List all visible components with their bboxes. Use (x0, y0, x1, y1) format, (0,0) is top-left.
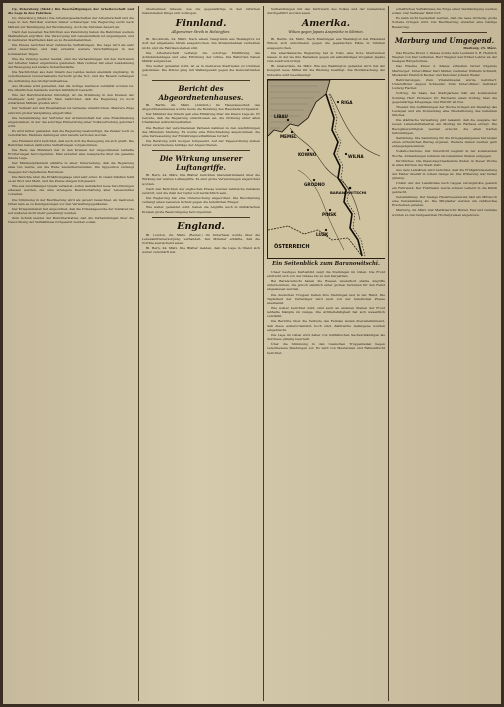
article-separator (402, 32, 487, 33)
paragraph: Die Stimmung in der Bevölkerung wird als gereizt bezeichnet. An mehreren Orten kam es zu Kundgebungen vor den Verwaltungsgebäuden. (8, 197, 134, 206)
headline-amerika: Amerika. (301, 18, 351, 30)
paragraph: Versammlung. Der hiesige Hausfrauenverein hält am Mittwoch eine Versammlung ab. Die Mitglieder werden um zahlreiches Erscheinen gebeten. (392, 194, 497, 208)
paragraph: Sammlung. Die Sammlung für die Kriegsgefangenen hat bisher einen erfreulichen Betrag ergeben. Weitere Gaben werden gern entgegengenommen. (392, 135, 497, 149)
paragraph: Es kann nicht bezweifelt werden, daß die neue Ordnung große Vorteile bringen wird. Die Bevölkerung erwartet eine baldige Besserung. (392, 16, 497, 29)
article-luftangriffe-body (142, 173, 260, 213)
paragraph: Das Eiserne Kreuz 2. Klasse erhielten ferner folgende Marburger: Unteroffizier Karl Müller, Gefreiter Wilhelm Schmidt, Musketier Heinrich Becker und Kanonier Johann Weber. (392, 64, 497, 77)
paragraph: Bl. Bern, 24. März. Die Blätter melden, daß die Lage in Irland sich weiter verschärft hat. (142, 246, 260, 255)
headline-england: England. (177, 220, 225, 232)
paragraph: Theater. Die Aufführungen der Woche bringen am Dienstag das Lustspiel und am Donnerstag eine Wiederholung des beliebten Stückes. (392, 104, 497, 118)
paragraph: Wie aus zuverlässiger Quelle verlautet, sollen demnächst neue Verordnungen erlassen werden, die eine strengere Bewirtschaftung aller Lebensmittel vorsehen. (8, 184, 134, 197)
paragraph: Die Versammlung der Vertreter der Arbeiterschaft hat eine Entschließung angenommen, in der die sofortige Einberufung einer Volksvertretung gefordert wird. (8, 115, 134, 129)
paragraph: Die Redner der verschiedenen Parteien nahmen zu den Ausführungen des Ministers Stellung. Es wurde eine Entschließung angenommen, die eine Verbesserung der Ernährungsverhältnisse fordert. (142, 125, 260, 138)
paragraph: Nach den Berichten der englischen Presse wurden zahlreiche Gebäude zerstört, und die Zahl der Opfer soll beträchtlich sein. (142, 186, 260, 195)
newspaper-page (3, 3, 501, 704)
paragraph: Der Verkehr auf den Eisenbahnen ist teilweise unterbrochen. Mehrere Züge sind mit großer Verspätung eingetroffen. (8, 106, 134, 115)
paragraph: Die deutschen Truppen halten ihre Stellungen fest in der Hand. Die Tapferkeit der Verteidiger wird auch von der feindlichen Presse anerkannt. (267, 292, 385, 305)
paragraph: Der Kriegsminister hat angeordnet, daß die Urlaubsgesuche der Soldaten bis auf weiteres nicht mehr genehmigt werden. (8, 206, 134, 216)
column-2 (142, 7, 260, 700)
headline-abgeordnetenhaus: Bericht des Abgeordnetenhauses. (158, 83, 244, 102)
article-amerika-body (267, 37, 385, 76)
paragraph: Zum Schluß meldet der Berichterstatter, daß die Verhandlungen über die Neuordnung der Verhältnisse fortgesetzt werden sollen. (8, 216, 134, 225)
column-rule (388, 6, 389, 701)
paragraph: Der Minister des Innern gab eine Erklärung über die innere Lage ab. Er betonte, daß die Regierung entschlossen sei, die Ordnung unter allen Umständen aufrechtzuerhalten. (142, 112, 260, 125)
paragraph: Die Rede des Ministers hat in den Kreisen der Abgeordneten lebhafte Erörterungen hervorgerufen. Man erwartet eine Aussprache über die gesamte innere Lage. (8, 147, 134, 161)
paragraph: Beförderungen. Zum Vizefeldwebel wurde befördert: Unteroffizier August Schneider. Zum Unteroffizier: Gefreiter Ludwig Fischer. (392, 77, 497, 91)
map-label-baranowitschi: BARANOWITSCHI (330, 189, 367, 195)
column-2-intro: übernehmen müssen, wie die gegenwärtige in den östlichen Gebietsteilen Dinge sich vollzogen. (142, 7, 260, 16)
article-abgeordnetenhaus-body (142, 103, 260, 148)
paragraph: Die Berichte über die Verluste des Feindes lauten übereinstimmend, daß diese außerordentlich hoch sind. Zahlreiche Gefangene wurden eingebracht. (267, 319, 385, 332)
paragraph: Wie die Zeitung weiter meldet, sind die Verhandlungen mit den Vertretern der Arbeiter bisher ergebnislos geblieben. Man rechnet mit einer Ausdehnung der Bewegung auf andere Industriestädte. (8, 56, 134, 70)
column-3 (267, 7, 385, 700)
article-separator (152, 217, 250, 218)
map-label-luzk: LUZK (316, 231, 329, 237)
paragraph: Das Eiserne Kreuz 1. Klasse wurde dem Leutnant d. R. Heinrich Wagner von hier verliehen. Herr Wagner war früher Lehrer an der hiesigen Bürgerschule. (392, 50, 497, 64)
paragraph: Nach den neuesten Nachrichten aus Petersburg haben die Behörden weitere Maßnahmen ergriffen. Die Versorgung mit Lebensmitteln ist ungenügend, und in mehreren Stadtteilen kam es zu Zusammenstößen. (8, 29, 134, 43)
map-label-libau: LIBAU (274, 113, 288, 119)
paragraph: Die Regierung hat eine Untersuchung angeordnet. Die Bevölkerung verlangt einen besseren Schutz gegen die feindlichen Flieger. (142, 196, 260, 205)
column-4-intro-body (392, 16, 497, 28)
front-map (267, 79, 385, 259)
map-label-riga: RIGA (341, 99, 353, 105)
paragraph: Die Presse berichtet über zahlreiche Verhaftungen. Die Lage wird als sehr ernst bezeichnet, und man erwartet weitere Verschärfungen in den kommenden Tagen. (8, 43, 134, 56)
article-marburg-body (392, 51, 497, 207)
column-rule (138, 6, 139, 701)
column-1 (8, 7, 134, 700)
headline-luftangriffe: Die Wirkung unserer Luftangriffe. (159, 154, 243, 173)
paragraph: Die Berichte über die Ernährungslage sind sehr ernst. In vielen Städten fehlt es an Brot und Mehl, und die Preise steigen fortgesetzt. (8, 174, 134, 183)
paragraph: Die Arbeiterschaft verlangt die sofortige Einführung des Achtstundentages und eine Erhöhung der Löhne. Die Behörden haben Militär aufgeboten. (142, 50, 260, 64)
paragraph: Über die Stimmung in den russischen Truppenteilen liegen verschiedene Meldungen vor. Es wird von Meutereien und Fahnenflucht berichtet. (267, 342, 385, 355)
map-caption: Ein Seitenblick zum Baranowitschi. (272, 260, 380, 267)
headline-finnland: Finnland. (175, 18, 227, 30)
column-4-footer: Marburg, 24. März. Der Marktbericht: Butter, Eier und Gemüse wurden zu den festgesetzten Höchstpreisen angeboten. (392, 208, 497, 217)
paragraph: Wie weiter berichtet wird, sind auch an anderen Stellen der Front lebhafte Kämpfe im Gange. Die Artillerietätigkeit hat sich wesentlich verstärkt. (267, 305, 385, 319)
paragraph: Cp. Petersburg (Meld.) Die Arbeitergesellschaften der Arbeiterschaft und die Lage in den Fabriken werden immer schwieriger. Die Regierung sucht nach Mitteln zur Beruhigung der Bevölkerung, doch die Unruhen dauern an. (8, 16, 134, 29)
paragraph: Vortrag. Im Saale des Stadtgartens hält am kommenden Sonntag Herr Professor Dr. Hermann einen Vortrag über die gegenwärtige Kriegslage. Der Eintritt ist frei. (392, 91, 497, 104)
paragraph: Bl. Bern, 24. März. Die Blätter berichten übereinstimmend über die Wirkung der letzten Luftangriffe. Es sind große Verwüstungen angerichtet worden. (142, 173, 260, 186)
map-label-oesterreich: ÖSTERREICH (274, 243, 310, 250)
map-label-pinsk: PINSK (322, 211, 337, 217)
column-3-intro: Verhandlungen mit den Vertretern des Volkes und der Gemeinden durchgeführt worden seien. (267, 7, 385, 16)
paragraph: Unfall. Auf der Landstraße nach Cappel verunglückte gestern ein Fuhrwerk. Der Fuhrmann wurde schwer verletzt in die Klinik gebracht. (392, 181, 497, 194)
map-label-grodno: GRODNO (304, 181, 325, 187)
paragraph: Wie der Berichterstatter hinzufügt, ist die Stimmung in den Kreisen der Intelligenz sehr gedrückt. Man befürchtet, daß die Regierung zu noch schärferen Mitteln greifen wird. (8, 92, 134, 106)
paragraph: Bl. Stockholm, 24. März. Nach einem Telegramm aus Helsingfors ist dort der allgemeine Streik ausgebrochen. Die Straßenbahnen verkehren nicht, und die Fabriken stehen still. (142, 37, 260, 50)
article-england-body (142, 233, 260, 255)
headline-marburg: Marburg und Umgegend. (394, 35, 495, 45)
paragraph: Die Lage im Osten wird daher von militärischen Sachverständigen als durchaus günstig beurteilt. (267, 332, 385, 342)
paragraph: Wie weiter gemeldet wird, ist es in mehreren Stadtteilen zu Unruhen gekommen. Die Polizei ging mit Waffengewalt gegen die Demonstranten vor. (142, 64, 260, 77)
paragraph: Die städtische Verwaltung gibt bekannt, daß die Ausgabe der neuen Lebensmittelkarten am Montag im Rathaus erfolgt. Die Bezugsberechtigten werden ersucht, die alten Karten mitzubringen. (392, 118, 497, 135)
paragraph: Die Beratung wird morgen fortgesetzt. Auf der Tagesordnung stehen ferner verschiedene Anträge der Abgeordneten. (142, 138, 260, 148)
column-rule (263, 6, 264, 701)
column-4-intro: schaftlichen Verhältnisse die Folge einer Verständigung werden sollen. Der Verfasser fährt fort: (392, 7, 497, 16)
paragraph: Aus Finnland wird berichtet, daß auch dort die Bewegung um sich greift. Die Behörden haben zahlreiche Verhaftungen vorgenommen. (8, 138, 134, 147)
paragraph: Wie weiter gemeldet wird, haben die Angriffe auch in militärischen Kreisen große Beunruhigung hervorgerufen. (142, 205, 260, 214)
column-1-body (8, 16, 134, 224)
map-label-memel: MEMEL (280, 133, 297, 139)
paragraph: Der Ministerpräsident erklärte in einer Unterredung, daß die Regierung alles tun werde, um die Ruhe wiederherzustellen. Die Opposition verlangt dagegen durchgreifende Reformen. (8, 161, 134, 174)
paragraph: Unser heutiges Kartenbild zeigt die Stellungen im Osten. Die Front erstreckt sich von der Ostsee bis zu den Karpathen. (267, 269, 385, 278)
article-finnland-body (142, 37, 260, 76)
marburg-dateline: Marburg, 25. März. (463, 45, 497, 50)
map-label-wilna: WILNA (348, 153, 364, 159)
paragraph: Bl. Berlin, 24. März. Nach Meldungen aus Washington hat Präsident Wilson sich entschieden gegen die japanischen Pläne in Sibirien ausgesprochen. (267, 37, 385, 50)
paragraph: Bl. Amsterdam, 24. März. Wie aus Washington gemeldet wird, hat der Kongreß neue Mittel für die Rüstung bewilligt. Die Mobilmachung der Industrie wird beschleunigt. (267, 64, 385, 77)
column-1-lead: Cp. Petersburg (Meld.) Die Beschäftigungen der Arbeiterschaft und die Lage in den Fabriken. (8, 7, 134, 16)
front-map-graphic (268, 80, 385, 258)
paragraph: Die Nachrichten aus dem Innern des Landes lauten ebenfalls ungünstig. In verschiedenen Gouvernements herrscht große Not, und die Bauern verlangen die Aufteilung des Großgrundbesitzes. (8, 70, 134, 83)
paragraph: Die amerikanische Regierung hat in Tokio eine Note überreichen lassen, in der sie ihre Bedenken gegen ein selbständiges Vorgehen Japans zum Ausdruck bringt. (267, 50, 385, 64)
paragraph: Aus dem Landkreis wird berichtet, daß die Frühjahrsbestellung der Felder überall in vollem Gange ist. Die Witterung war bisher günstig. (392, 168, 497, 181)
article-map-body (267, 270, 385, 355)
paragraph: Kirchliches. Die Passionsgottesdienste finden in dieser Woche in allen Kirchen der Stadt statt. (392, 158, 497, 167)
paragraph: Es wird ferner gemeldet, daß die Regierung beabsichtigt, die Zensur noch zu verschärfen. Mehrere Zeitungen sind bereits verboten worden. (8, 129, 134, 138)
paragraph: Bl. London, 24. März. (Reuter.) Im Unterhaus wurde über die Lebensmittelversorgung verhandelt. Der Minister erklärte, daß die Vorräte ausreichend seien. (142, 232, 260, 245)
paragraph: Bei Baranowitschi haben die Russen wiederholt starke Angriffe unternommen, die jedoch sämtlich unter großen Verlusten für den Feind abgewiesen wurden. (267, 279, 385, 292)
map-label-kowno: KOWNO (298, 151, 317, 157)
paragraph: Volkshochschule. Der Unterricht beginnt in der kommenden Woche. Anmeldungen nehmen die bekannten Stellen entgegen. (392, 149, 497, 158)
subheadline-finnland: Allgemeiner Streik in Helsingfors. (171, 30, 231, 35)
subheadline-amerika: Wilson gegen Japans Ansprüche in Sibirien. (288, 30, 364, 35)
article-separator (152, 150, 250, 151)
paragraph: Bl. Berlin, 24. März. (Amtlich.) Im Hauptausschuß des Abgeordnetenhauses wurde heute die Beratung des Haushalts fortgesetzt. (142, 102, 260, 111)
article-separator (152, 80, 250, 81)
column-4 (392, 7, 497, 700)
paragraph: Aus Moskau wird gemeldet, daß die dortige Garnison verstärkt worden ist. Die öffentlichen Gebäude werden militärisch bewacht. (8, 83, 134, 92)
